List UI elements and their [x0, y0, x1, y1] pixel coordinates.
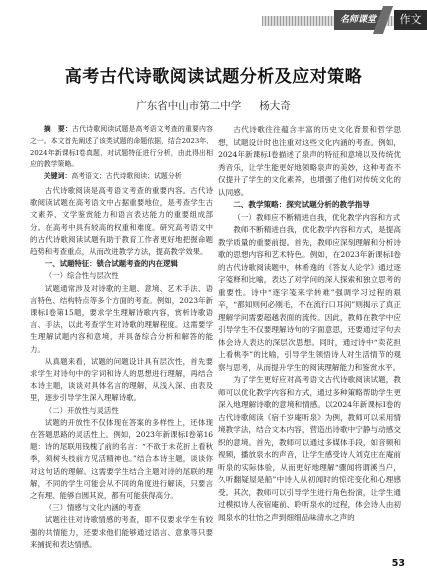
paragraph: 从真题来看，试题的问题设计具有层次性，首先要求学生对诗句中的字词和诗人的思想进行理解，再结合本诗主题，谈谈对具体名言的理解，从浅入深、由表及里，逐步引导学生深入理解诗歌。 — [30, 356, 213, 403]
keywords — [30, 171, 213, 183]
header-section-label: 名师课堂 — [334, 10, 382, 30]
paragraph: 试题的开放性不仅体现在答案的多样性上，还体现在答题思路的灵活性上。例如，2023年新课标Ⅰ卷第16题：诗的尾联用钱槐了前的名言：“不欲于未花折上看秋季，须树头枝前方见活精神也。”结合本诗主题，谈谈你对这句话的理解。这需要学生结合主题对诗的尾联的理解，不同的学生可能会从不同的角度进行解读，只要言之有理、能够自圆其说，都有可能获得高分。 — [30, 417, 213, 501]
paragraph: 试题通常涉及对诗歌的主题、意境、艺术手法、语言特色、结构特点等多个方面的考查。例如，2023年新课标Ⅰ卷第15题，要求学生理解诗歌内容，赏析诗歌语言、手法，以此考查学生对诗歌的理解程度。这需要学生理解试题内容和意境，并具备综合分析和解答的能力。 — [30, 283, 213, 354]
subsection-heading: （三）情感与文化内涵的考查 — [44, 503, 141, 513]
abstract — [30, 124, 213, 171]
subsection-heading: （一）综合性与层次性 — [44, 271, 119, 281]
paragraph: 古代诗歌阅读是高考语文考查的重要内容。古代诗歌阅读试题在高考语文中占据重要地位，是考查学生古文素养、文学鉴赏能力和语言表达能力的重要组成部分。在高考中具有较高的权重和难度。研究高考语文中的古代诗歌阅读试题有助于教育工作者更好地把握命题趋势和考查重点，从而改进教学方法，提高教学效果。 — [30, 185, 213, 256]
abstract-text: 古代诗歌阅读试题是高考语文考查的重要内容之一。本文首先阐述了该类试题的命题依据，结合2023年、2024年新课标Ⅰ卷真题，对试题特征进行分析，由此得出相应的教学策略。 — [30, 125, 214, 169]
paragraph: 古代诗歌往往蕴含丰富的历史文化背景和哲学思想，试题设计时也注重对这些文化内涵的考查。例如，2024年新课标Ⅰ卷描述了泉声的特征和意境以及传统优秀音乐，让学生能更好地领略泉声的美妙，这种考查不仅提升了学生的文化素养，也增强了他们对传统文化的认同感。 — [218, 125, 401, 197]
keywords-text: 高考语文；古代诗歌阅读；试题分析 — [71, 172, 182, 181]
paragraph: 试题往往对诗歌情感的考查，即不仅要求学生有较强的共情能力，还要求他们能够通过语言、意象等只要来捕捉和表达情感。 — [30, 515, 213, 549]
subsection-heading: （二）开放性与灵活性 — [44, 405, 119, 415]
author-name: 杨大奇 — [259, 100, 291, 112]
right-column-body — [218, 124, 401, 524]
header-column-label: 作文 — [394, 10, 427, 30]
subsection-heading: （一）教师应不断精进自我，优化教学内容和方式 — [233, 212, 401, 222]
left-column — [30, 124, 213, 551]
author-line — [0, 98, 427, 113]
article-title: 高考古代诗歌阅读试题分析及应对策略 — [64, 67, 363, 87]
header-bar — [0, 6, 427, 34]
paragraph: 教师不断精进自我，优化教学内容和方式，是提高教学质量的重要前提。首先，教师应深刻理解和分析诗歌的思想内容和艺术特色。例如，在2023年新课标Ⅰ卷的古代诗歌阅读题中，林希逸的《答友人论学》通过逐字笺释和比喻，表达了对学问的深人探索和独立思考的重要性。诗中“逐字笺来学转难”强调学习过程的艰辛，“都知则何必刚毛，不在流行口耳间”则揭示了真正理解学问需要超越表面的流传。因此，教师在教学中应引导学生不仅要理解诗句的字面意思，还要通过字句去体会诗人表达的深层次思想。同时，通过诗中“卖花担上看桃李”的比喻，引导学生领悟诗人对生活情节的观察与思考，从而提升学生的阅读理解能力和鉴赏水平。 — [218, 225, 401, 372]
abstract-label: 摘 要： — [43, 125, 73, 133]
page-number: 53 — [391, 558, 405, 569]
paragraph: 为了学生更好应对高考语文古代诗歌阅读试题，教师可以优化教学内容和方式，通过多种策略帮助学生更深入地理解诗歌的意境和情感。以2024年新课标Ⅰ卷的古代诗歌阅读《宿千岁庵听泉》为例，教师可以采用情境教学法，结合文本内容，营造出诗歌中宁静与动感交织的意境。首先，教师可以通过多媒体手段，如音频和视频，播放泉水的声音，让学生感受诗人刘克庄在庵前听泉的实际体验，从而更好地理解“骤闻将谓溪当户，久听翻疑屋是船”中诗人从初闻时的惊诧变化和心理感受。其次，教师可以引导学生进行角色扮演，让学生通过模拟诗人夜宿庵前、聆听泉水的过程，体会诗人由初闻泉水的壮怡之声到细细品味清水之声的 — [218, 375, 401, 522]
keywords-label: 关键词： — [43, 172, 72, 181]
author-affiliation: 广东省中山市第二中学 — [136, 100, 242, 112]
section-heading: 二、教学策略：探究试题分析的教学指导 — [233, 200, 370, 209]
section-heading: 一、试题特征：锁合试题考查的内在逻辑 — [44, 259, 178, 269]
